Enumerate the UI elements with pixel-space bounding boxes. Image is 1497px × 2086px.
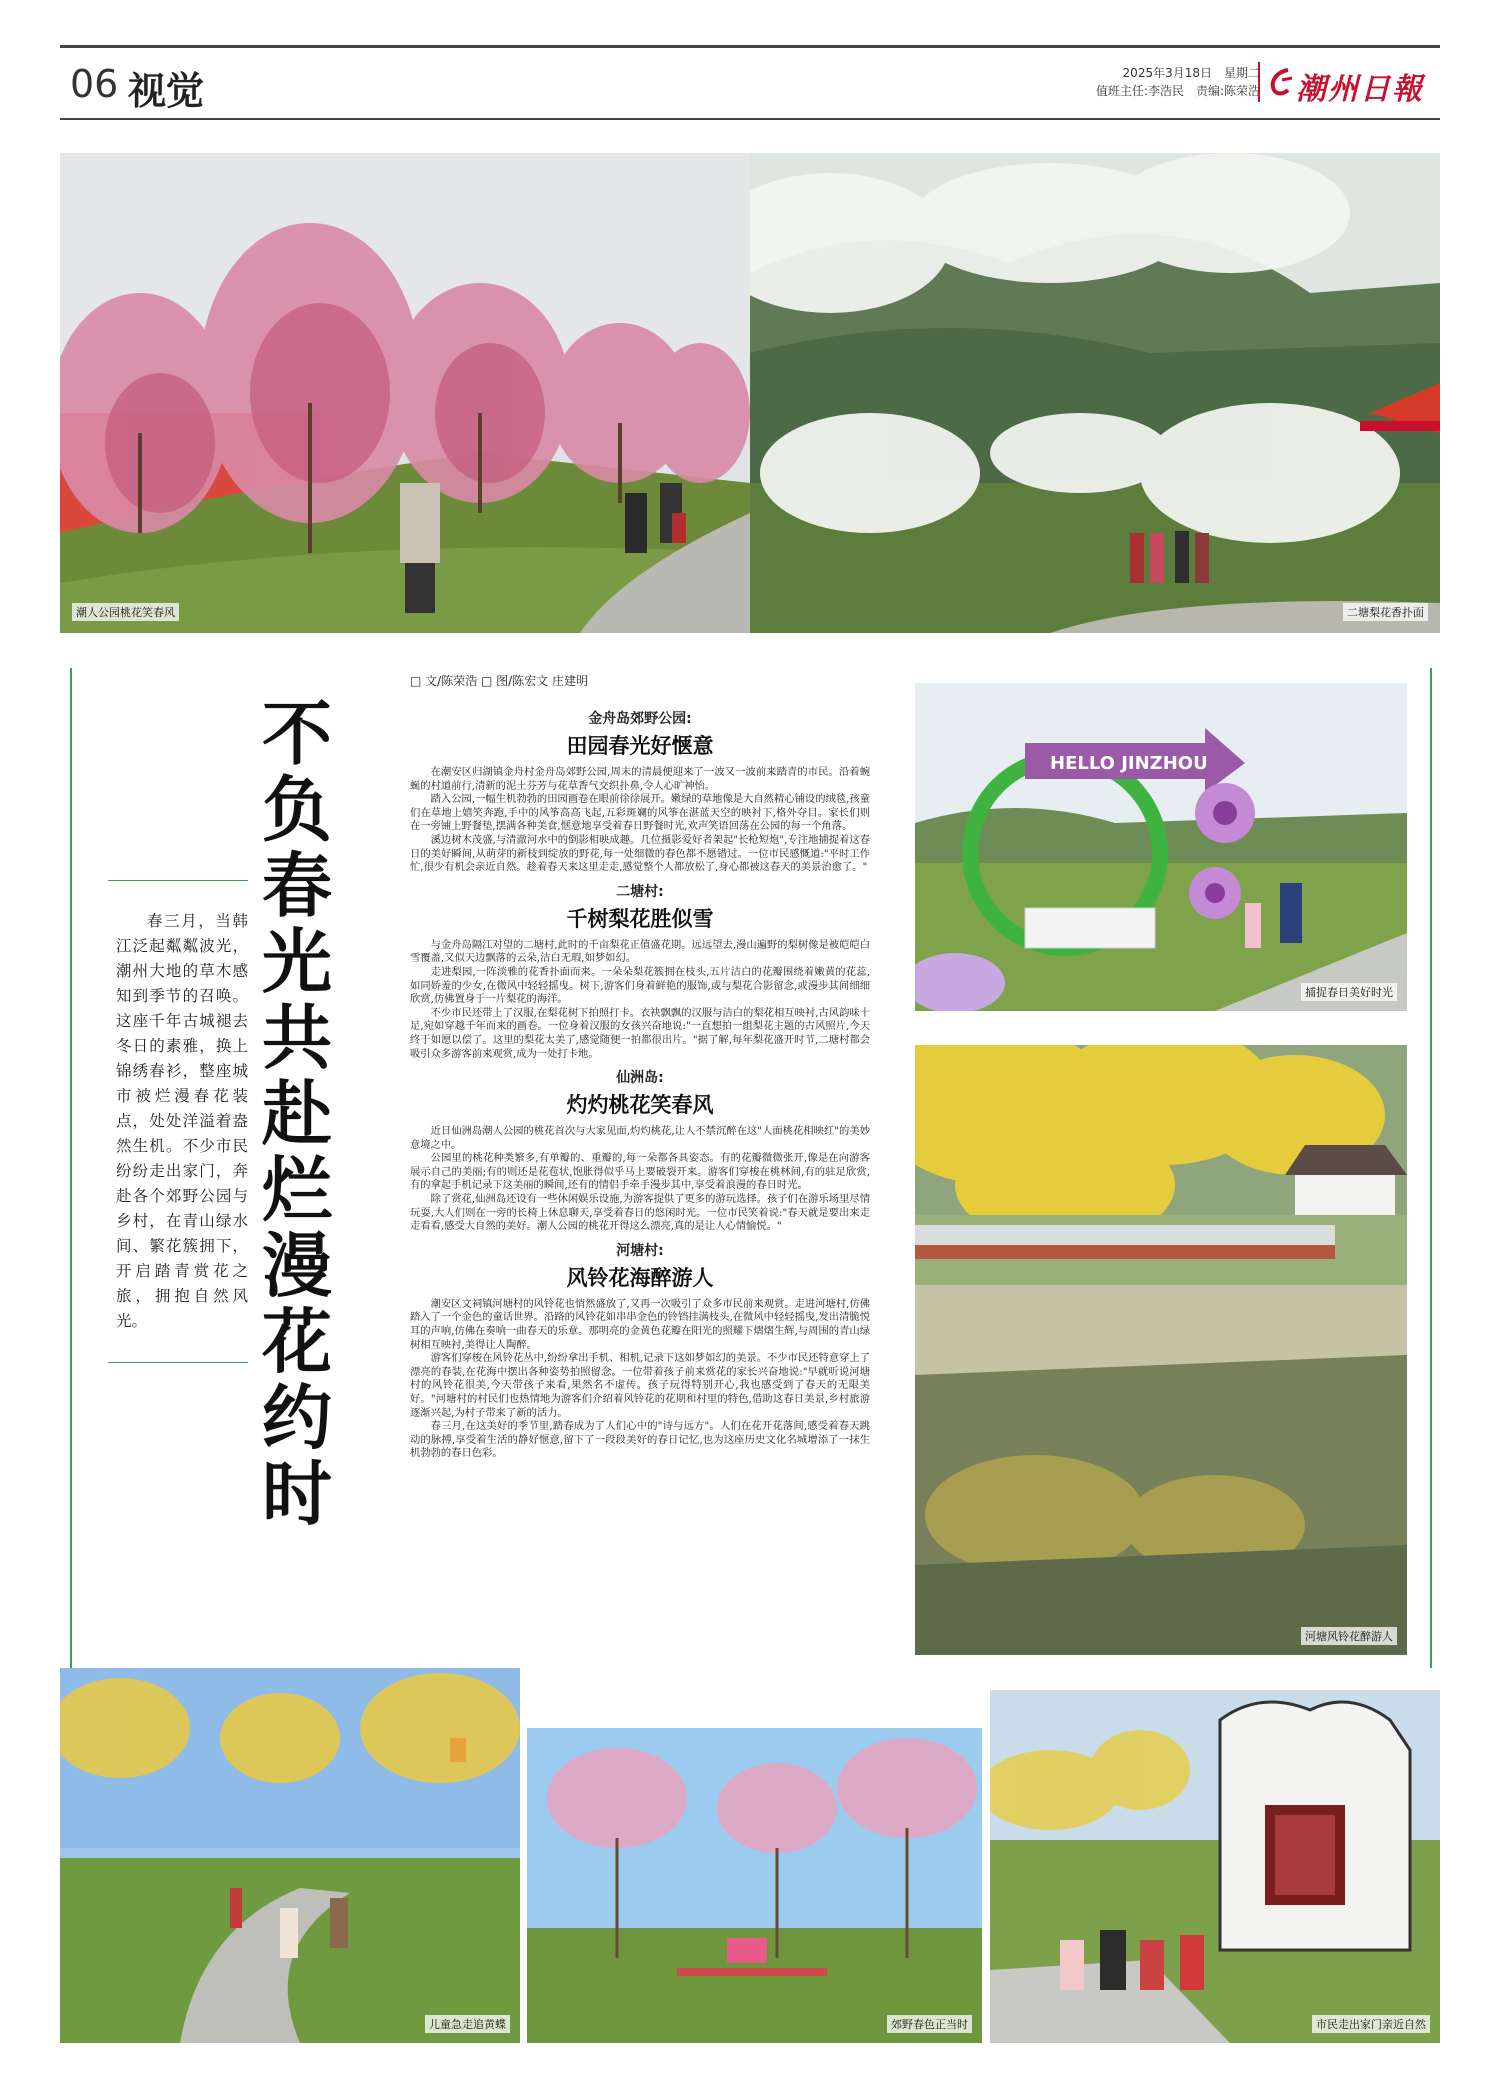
paragraph: 除了赏花,仙洲岛还设有一些休闲娱乐设施,为游客提供了更多的游玩选择。孩子们在游乐场里尽情玩耍,大人们则在一旁的长椅上休息聊天,享受着春日的悠闲时光。一位市民笑着说:"春天就是要出来走走看看,感受大自然的美好。潮人公园的桃花开得这么漂亮,真的是让人心情愉悦。" [410,1193,870,1233]
photo-pear-village [750,153,1440,633]
caption-top-right: 二塘梨花香扑面 [1343,603,1428,621]
section-kicker: 仙洲岛: [616,1070,664,1087]
masthead [1258,62,1430,107]
section-title: 风铃花海醉游人 [566,1264,714,1290]
lead-text: 春三月，当韩江泛起粼粼波光，潮州大地的草木感知到季节的召唤。这座千年古城褪去冬日的素雅，换上锦绣春衫，整座城市被烂漫春花装点，处处洋溢着盎然生机。不少市民纷纷走出家门，奔赴各个郊野公园与乡村，在青山绿水间、繁花簇拥下，开启踏青赏花之旅，拥抱自然风光。 [116,912,248,1330]
article-body [410,702,870,1461]
section-kicker: 金舟岛郊野公园: [588,711,692,727]
photo-family-outing [990,1690,1440,2043]
paragraph: 走进梨园,一阵淡雅的花香扑面而来。一朵朵梨花簇拥在枝头,五片洁白的花瓣围绕着嫩黄的花蕊,如同娇羞的少女,在微风中轻轻摇曳。树下,游客们身着鲜艳的服饰,或与梨花合影留念,或漫步其间细细欣赏,仿佛置身于一片梨花的海洋。 [410,965,870,1006]
caption-bottom-left: 儿童急走追黄蝶 [425,2015,510,2033]
page-number: 06 [70,62,119,106]
paragraph: 公园里的桃花种类繁多,有单瓣的、重瓣的,每一朵都各具姿态。有的花瓣微微张开,像是在向游客展示自己的美丽;有的则还是花苞状,饱胀得似乎马上要破裂开来。游客们穿梭在桃林间,有的驻足欣赏,有的拿起手机记录下这美丽的瞬间,还有的情侣手牵手漫步其中,享受着浪漫的春日时光。 [410,1152,870,1192]
section-name: 视觉 [128,69,205,113]
caption-top-left: 潮人公园桃花笑春风 [72,603,179,621]
paragraph: 春三月,在这美好的季节里,踏春成为了人们心中的"诗与远方"。人们在花开花落间,感受着春天跳动的脉搏,享受着生活的静好惬意,留下了一段段美好的春日记忆,也为这座历史文化名城增添了一抹生机勃勃的春日色彩。 [410,1420,870,1460]
section-kicker: 河塘村: [616,1242,664,1259]
byline: □ 文/陈荣浩 □ 图/陈宏文 庄建明 [410,674,589,688]
paragraph: 近日仙洲岛潮人公园的桃花首次与大家见面,灼灼桃花,让人不禁沉醉在这"人面桃花相映红"的美妙意境之中。 [410,1125,870,1151]
section-kicker: 二塘村: [616,883,664,900]
paragraph: 在潮安区归湖镇金舟村金舟岛郊野公园,周末的清晨便迎来了一波又一波前来踏青的市民。沿着蜿蜒的村道前行,清新的泥土芬芳与花草香气交织扑鼻,令人心旷神怡。 [410,766,870,792]
headline: 不负春光共赴烂漫花约时 [262,692,332,1535]
paragraph: 不少市民还带上了汉服,在梨花树下拍照打卡。衣袂飘飘的汉服与洁白的梨花相互映衬,古风韵味十足,宛如穿越千年而来的画卷。一位身着汉服的女孩兴奋地说:"一直想拍一组梨花主题的古风照片,今天终于如愿以偿了。这里的梨花太美了,感觉随便一拍都很出片。"据了解,每年梨花盛开时节,二塘村都会吸引众多游客前来观赏,成为一处打卡地。 [410,1006,870,1060]
hello-sign-text: HELLO JINZHOU [1050,753,1208,774]
photo-peach-park [60,153,750,633]
photo-suburban-spring [527,1728,982,2043]
masthead-logo-icon [1268,66,1294,96]
paragraph: 踏入公园,一幅生机勃勃的田园画卷在眼前徐徐展开。嫩绿的草地像是大自然精心铺设的绒毯,孩童们在草地上嬉笑奔跑,手中的风筝高高飞起,五彩斑斓的风筝在湛蓝天空的映衬下,格外夺目。家长们则在一旁铺上野餐垫,摆满各种美食,惬意地享受着春日野餐时光,欢声笑语回荡在公园的每一个角落。 [410,793,870,833]
header-top-rule [60,45,1440,48]
lead-box [108,880,248,1363]
caption-bottom-right: 市民走出家门亲近自然 [1312,2015,1430,2033]
paragraph: 游客们穿梭在风铃花丛中,纷纷拿出手机、相机,记录下这如梦如幻的美景。不少市民还特意穿上了漂亮的春装,在花海中摆出各种姿势拍照留念。一位带着孩子前来赏花的家长兴奋地说:"早就听说河塘村的风铃花很美,今天带孩子来看,果然名不虚传。孩子玩得特别开心,我也感受到了春天的无限美好。"河塘村的村民们也热情地为游客们介绍着风铃花的花期和村里的特色,借助这春日美景,乡村旅游逐渐兴起,为村子带来了新的活力。 [410,1352,870,1419]
header-meta [1060,64,1260,100]
section-title: 灼灼桃花笑春风 [566,1092,714,1118]
paragraph: 与金舟岛隔江对望的二塘村,此时的千亩梨花正值盛花期。远远望去,漫山遍野的梨树像是被皑皑白雪覆盖,又似天边飘落的云朵,洁白无瑕,如梦如幻。 [410,938,870,965]
caption-mid-right-top: 捕捉春日美好时光 [1301,983,1397,1001]
editors-line: 值班主任:李浩民 责编:陈荣浩 [1095,84,1260,98]
section-title: 千树梨花胜似雪 [566,905,714,931]
paragraph: 潮安区文祠镇河塘村的风铃花也悄然盛放了,又再一次吸引了众多市民前来观赏。走进河塘村,仿佛踏入了一个金色的童话世界。沿路的风铃花如串串金色的铃铛挂满枝头,在微风中轻轻摇曳,发出清脆悦耳的声响,仿佛在奏响一曲春天的乐章。那明亮的金黄色花瓣在阳光的照耀下熠熠生辉,与周围的青山绿树相互映衬,美得让人陶醉。 [410,1297,870,1351]
caption-mid-right-bottom: 河塘风铃花醉游人 [1301,1627,1397,1645]
photo-children-path [60,1668,520,2043]
date-line: 2025年3月18日 星期二 [1122,66,1260,80]
photo-golden-bell-river [915,1045,1407,1655]
masthead-title: 潮州日報 [1296,72,1424,107]
paragraph: 溪边树木茂盛,与清澈河水中的倒影相映成趣。几位摄影爱好者架起"长枪短炮",专注地捕捉着这春日的美好瞬间,从萌芽的新枝到绽放的野花,每一处细微的春色都不愿错过。一位市民感慨道:"平时工作忙,很少有机会亲近自然。趁着春天来这里走走,感觉整个人都放松了,身心都被这春天的美景治愈了。" [410,833,870,874]
section-title: 田园春光好惬意 [566,733,714,758]
photo-hello-sign [915,683,1407,1011]
caption-bottom-mid: 郊野春色正当时 [887,2015,972,2033]
header-bottom-rule [60,118,1440,120]
